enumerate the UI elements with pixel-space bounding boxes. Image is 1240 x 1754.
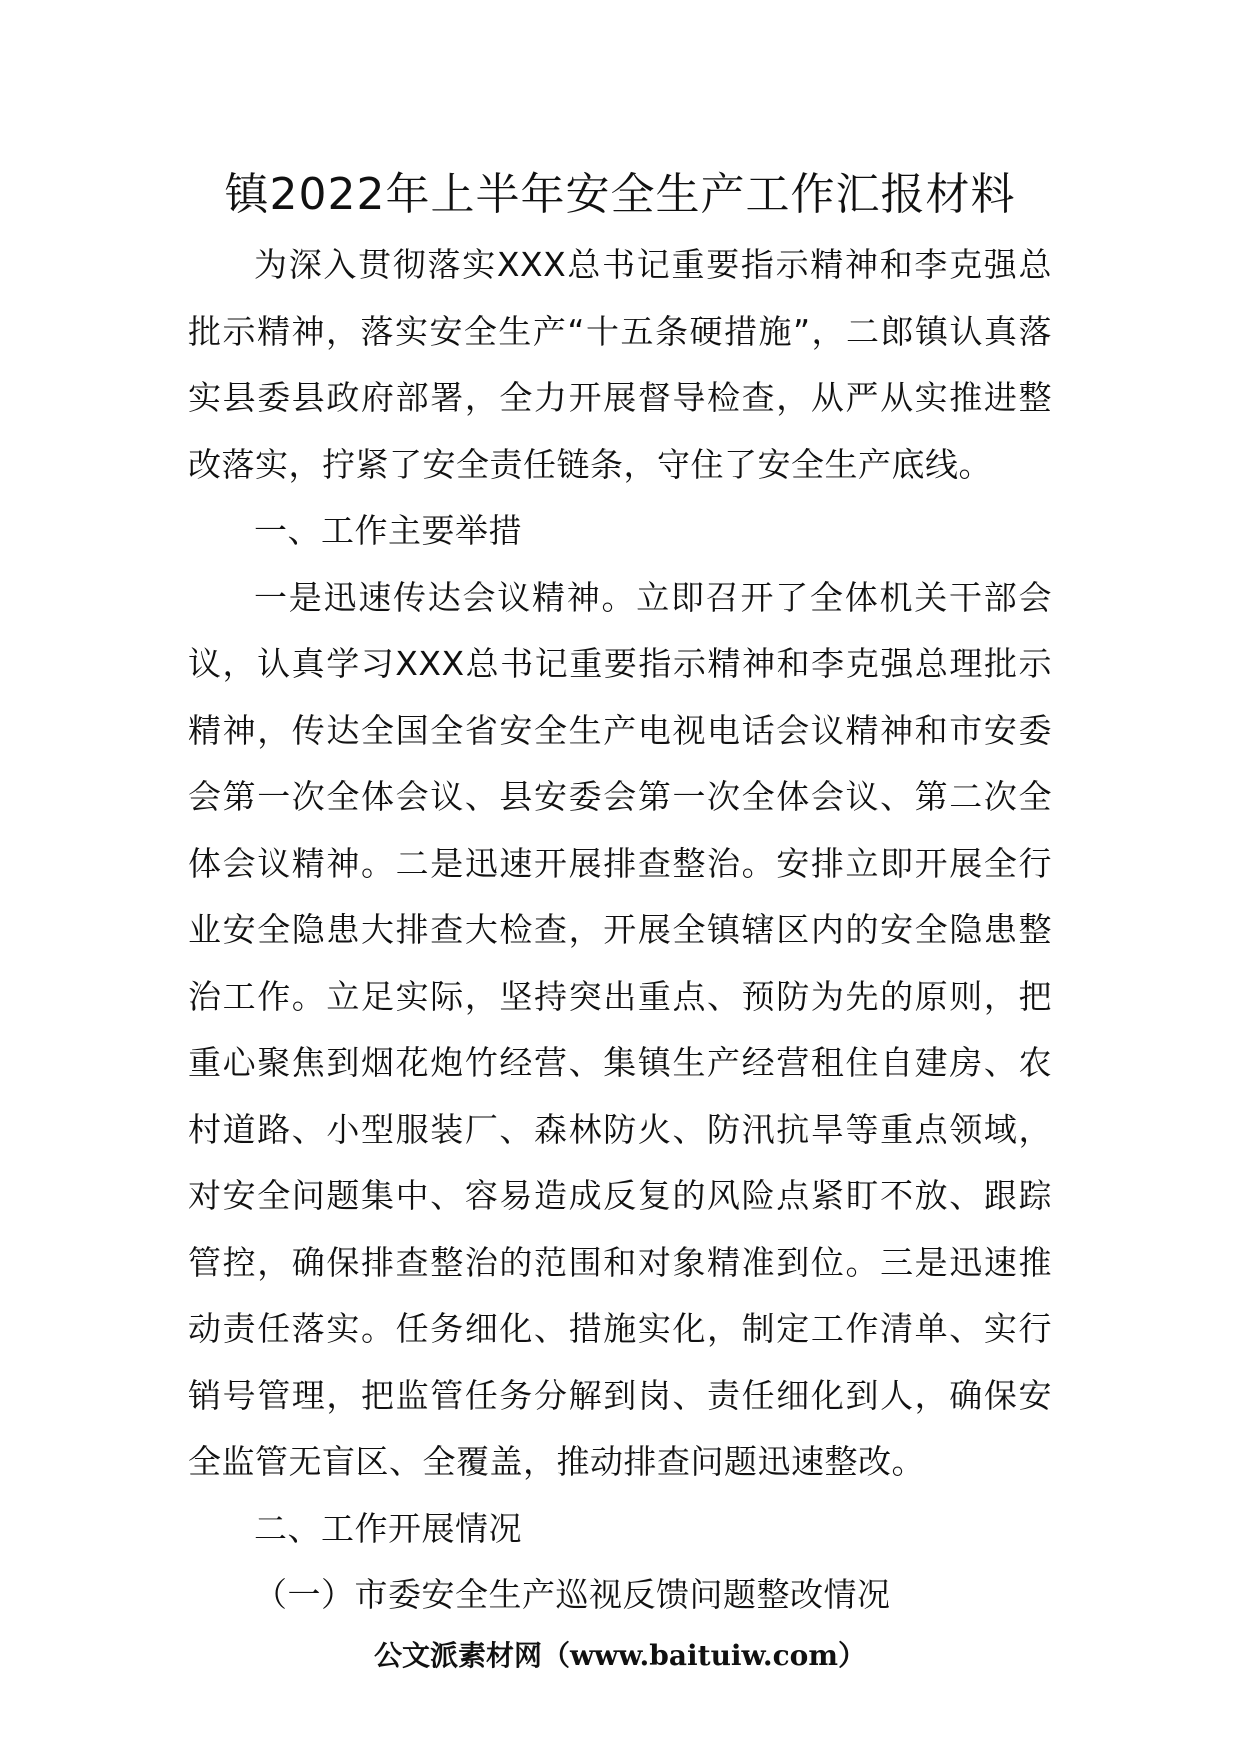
heading-section-1: 一、工作主要举措: [254, 511, 522, 550]
paragraph-measures: 一是迅速传达会议精神。立即召开了全体机关干部会议，认真学习XXX总书记重要指示精神和李克强总理批示精神，传达全国全省安全生产电视电话会议精神和市安委会第一次全体会议、县安委会第一次全体会议、第二次全体会议精神。二是迅速开展排查整治。安排立即开展全行业安全隐患大排查大检查，开展全镇辖区内的安全隐患整治工作。立足实际，坚持突出重点、预防为先的原则，把重心聚焦到烟花炮竹经营、集镇生产经营租住自建房、农村道路、小型服装厂、森林防火、防汛抗旱等重点领域，对安全问题集中、容易造成反复的风险点紧盯不放、跟踪管控，确保排查整治的范围和对象精准到位。三是迅速推动责任落实。任务细化、措施实化，制定工作清单、实行销号管理，把监管任务分解到岗、责任细化到人，确保安全监管无盲区、全覆盖，推动排查问题迅速整改。: [188, 577, 1052, 1481]
heading-section-2: 二、工作开展情况: [254, 1508, 522, 1548]
paragraph-intro: 为深入贯彻落实XXX总书记重要指示精神和李克强总批示精神，落实安全生产“十五条硬措施”，二郎镇认真落实县委县政府部署，全力开展督导检查，从严从实推进整改落实，拧紧了安全责任链条，守住了安全生产底线。: [188, 245, 1052, 484]
heading-subsection-1: （一）市委安全生产巡视反馈问题整改情况: [254, 1575, 891, 1614]
footer-watermark: 公文派素材网（www.baituiw.com）: [374, 1639, 866, 1672]
document-body: [188, 232, 1052, 1629]
document-title: 镇2022年上半年安全生产工作汇报材料: [224, 169, 1016, 220]
